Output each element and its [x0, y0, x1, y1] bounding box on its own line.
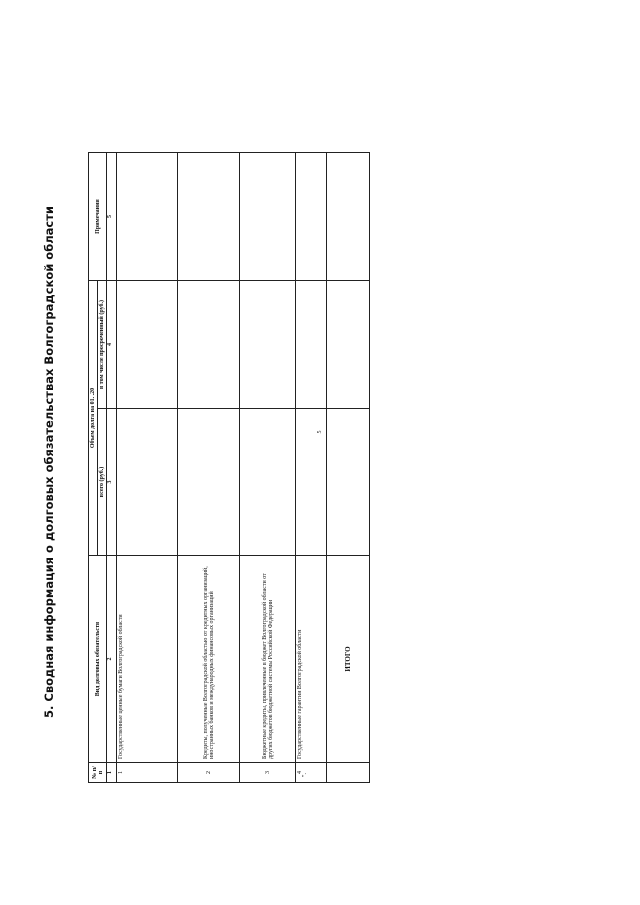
row-num: 1 — [117, 763, 178, 783]
header-num: № п/п — [89, 763, 107, 783]
column-number: 3 — [107, 409, 117, 556]
header-type: Вид долговых обязательств — [89, 556, 107, 763]
row-overdue — [117, 281, 178, 409]
table-row — [240, 153, 296, 783]
column-number: 4 — [107, 281, 117, 409]
column-number-row — [107, 153, 117, 783]
debt-obligations-table — [88, 152, 370, 783]
row-num: 2 — [178, 763, 240, 783]
row-notes — [240, 153, 296, 281]
row-overdue — [240, 281, 296, 409]
row-type: Кредиты, полученные Волгоградской областью от кредитных организаций, иностранных банков и международных финансовых организаций — [178, 556, 240, 763]
table-row — [178, 153, 240, 783]
row-type: Государственные ценные бумаги Волгоградской области — [117, 556, 178, 763]
row-num: 3 — [240, 763, 296, 783]
total-notes-cell — [327, 153, 370, 281]
row-total — [178, 409, 240, 556]
header-volume-group: Объем долга на 01. .20 — [89, 281, 98, 556]
page-number: 5 — [317, 430, 323, 434]
row-type: Бюджетные кредиты, привлеченные в бюджет Волгоградской области от других бюджетов бюджетной системы Российской Федерации — [240, 556, 296, 763]
table-row — [117, 153, 178, 783]
row-notes — [296, 153, 327, 281]
row-num: 4 — [296, 763, 327, 783]
table-row — [296, 153, 327, 783]
row-type: Государственные гарантии Волгоградской области — [296, 556, 327, 763]
row-notes — [178, 153, 240, 281]
row-total — [117, 409, 178, 556]
row-overdue — [178, 281, 240, 409]
footnote: ". — [302, 773, 308, 777]
total-sum-cell — [327, 409, 370, 556]
column-number: 5 — [107, 153, 117, 281]
row-overdue — [296, 281, 327, 409]
header-total: всего (руб.) — [98, 409, 107, 556]
column-number: 1 — [107, 763, 117, 783]
row-total — [240, 409, 296, 556]
header-notes: Примечания — [89, 153, 107, 281]
table-header-row — [89, 153, 98, 783]
row-total — [296, 409, 327, 556]
rotated-page-content — [30, 83, 352, 783]
total-num-cell — [327, 763, 370, 783]
column-number: 2 — [107, 556, 117, 763]
total-label: ИТОГО — [327, 556, 370, 763]
header-overdue: в том числе просроченный (руб.) — [98, 281, 107, 409]
total-overdue-cell — [327, 281, 370, 409]
total-row — [327, 153, 370, 783]
row-notes — [117, 153, 178, 281]
section-title: 5. Сводная информация о долговых обязательствах Волгоградской области — [42, 206, 56, 718]
